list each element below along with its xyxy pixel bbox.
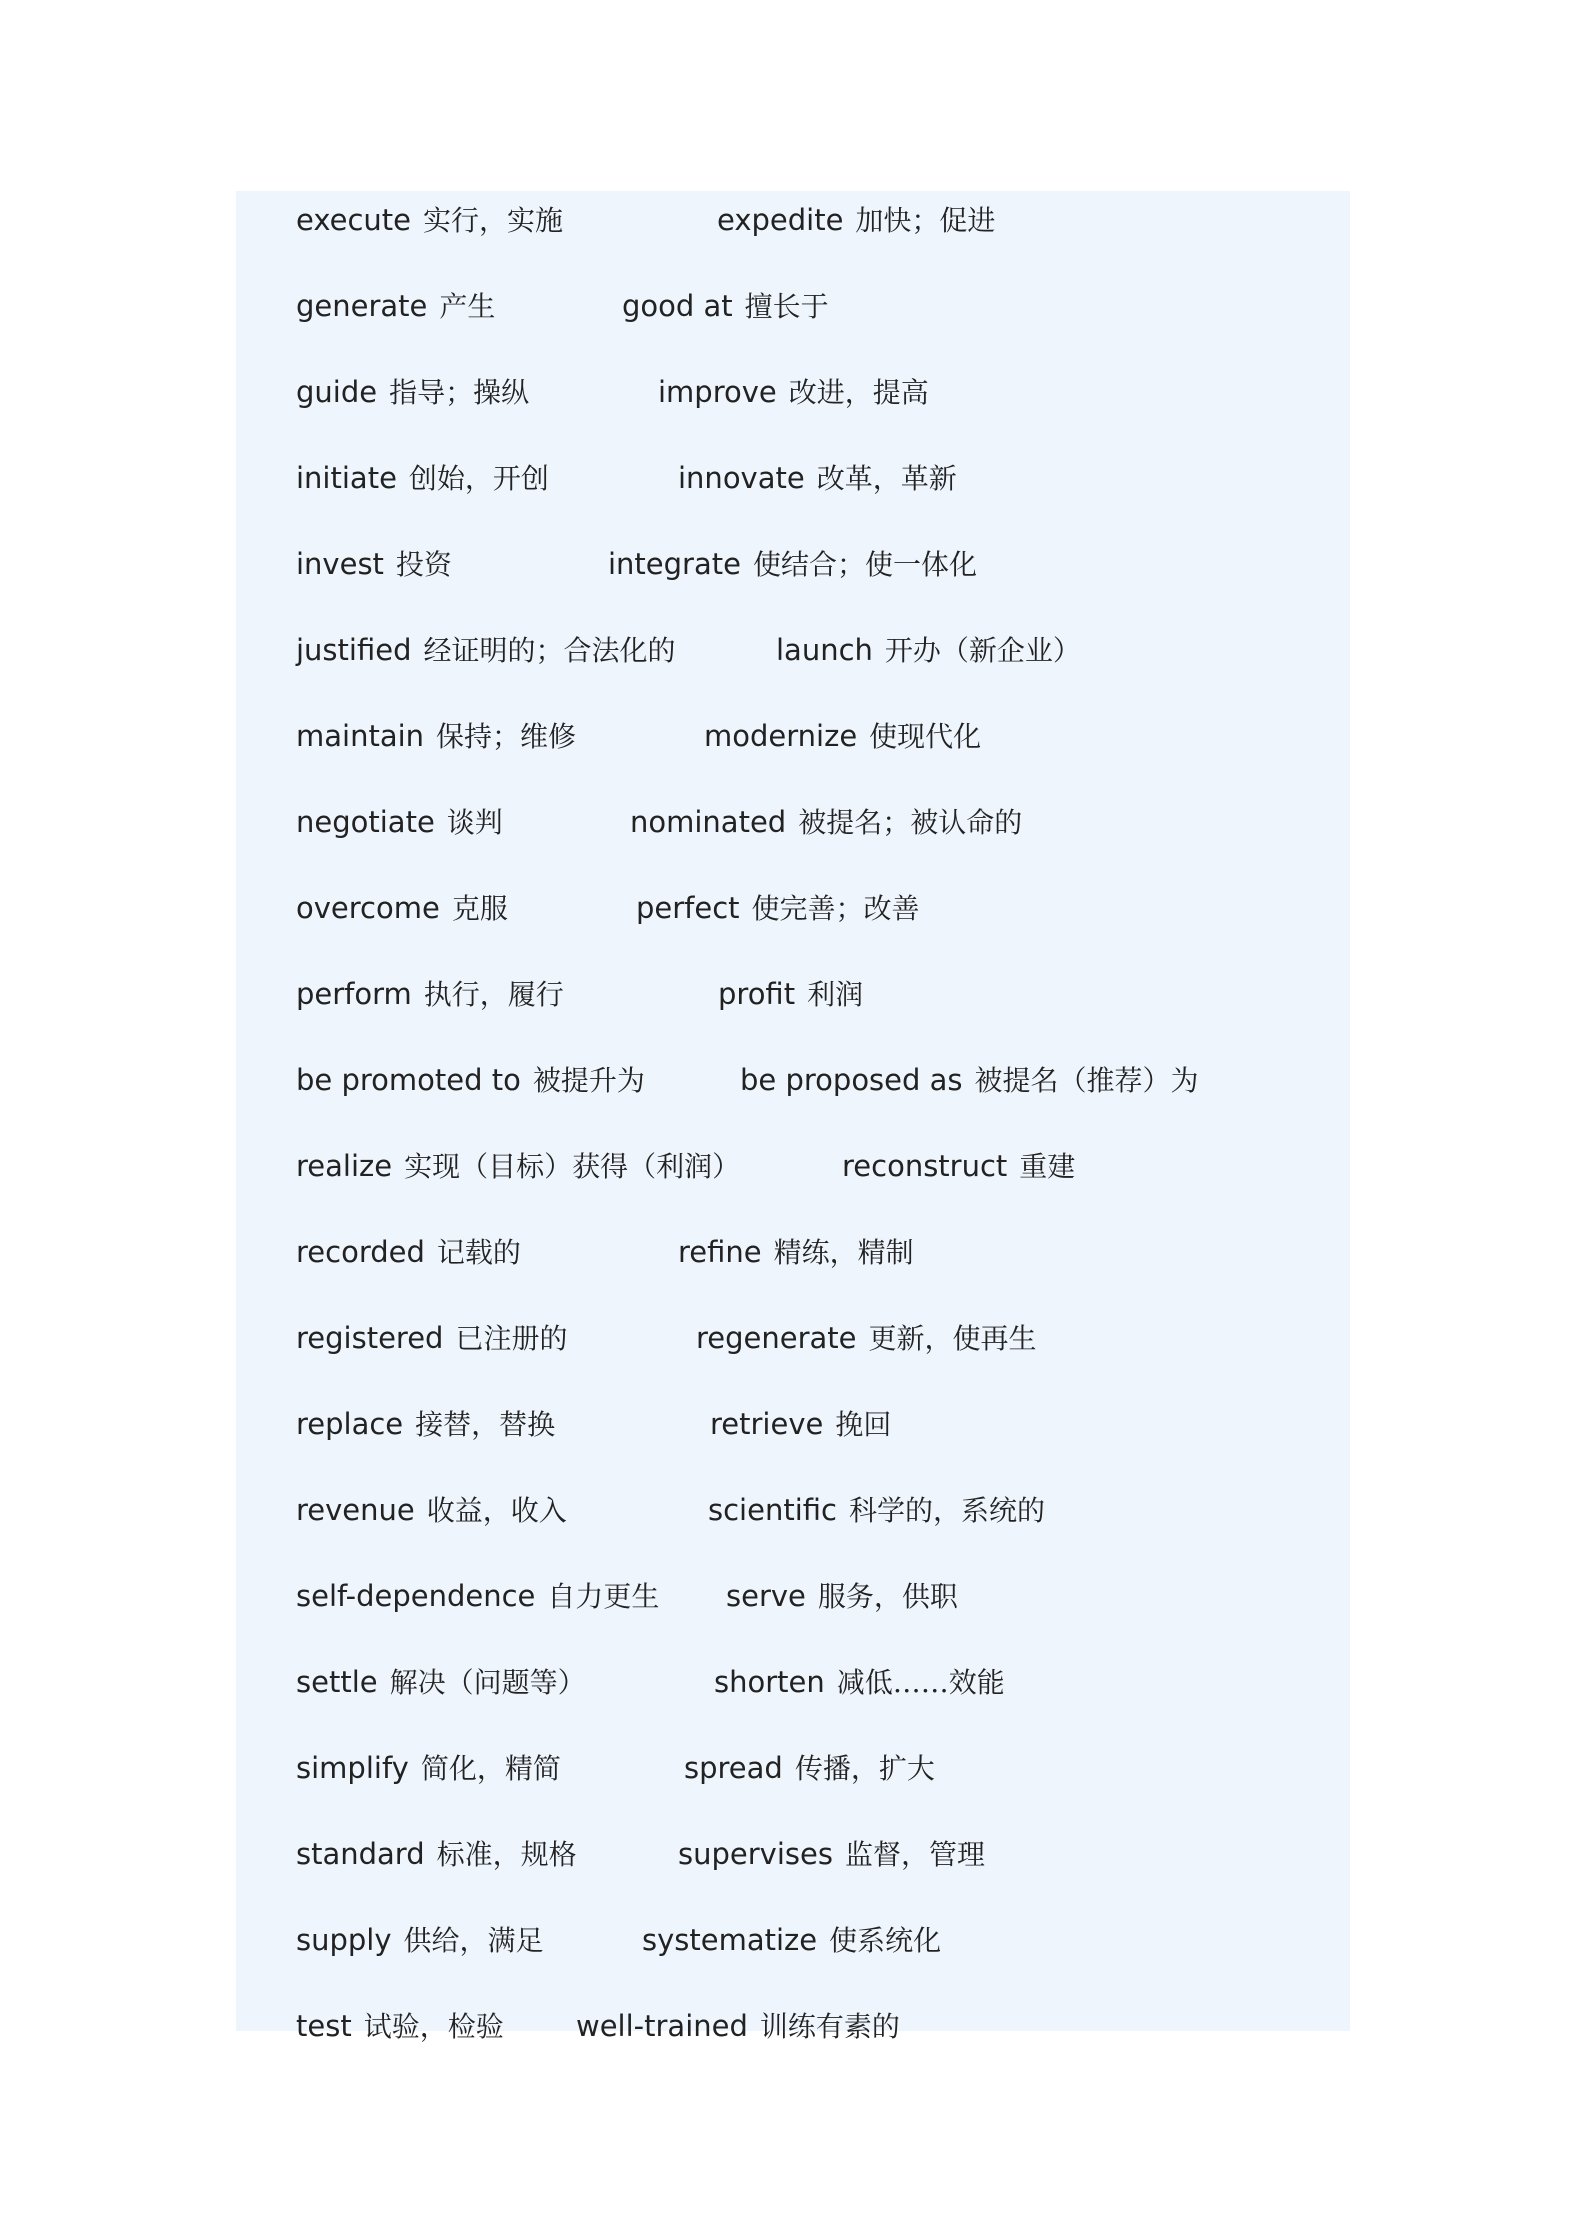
vocab-entry-left [296, 792, 503, 853]
vocab-meaning: 谈判 [446, 806, 503, 839]
vocab-word: maintain [296, 719, 425, 753]
vocab-entry-left [296, 706, 576, 767]
vocab-word: justified [296, 633, 412, 667]
vocab-entry-right [678, 1824, 985, 1885]
vocab-meaning: 实现（目标）获得（利润） [404, 1150, 741, 1183]
vocab-entry-right [608, 534, 977, 595]
vocab-row [296, 1566, 958, 1626]
vocab-entry-left [296, 362, 529, 423]
vocab-entry-left [296, 1566, 659, 1627]
vocab-word: overcome [296, 891, 440, 925]
vocab-word: invest [296, 547, 384, 581]
vocab-meaning: 改革，革新 [816, 462, 957, 495]
vocab-meaning: 使现代化 [869, 720, 982, 753]
vocab-word: standard [296, 1837, 425, 1871]
vocab-meaning: 挽回 [835, 1408, 892, 1441]
vocab-word: spread [684, 1751, 783, 1785]
vocab-entry-left [296, 1996, 504, 2057]
vocab-meaning: 保持；维修 [436, 720, 577, 753]
vocab-entry-right [642, 1910, 941, 1971]
vocab-meaning: 解决（问题等） [389, 1666, 586, 1699]
vocab-word: serve [726, 1579, 806, 1613]
vocab-entry-right [684, 1738, 935, 1799]
vocab-meaning: 使系统化 [829, 1924, 942, 1957]
vocab-word: regenerate [696, 1321, 857, 1355]
vocab-meaning: 改进，提高 [788, 376, 929, 409]
vocab-word: simplify [296, 1751, 409, 1785]
vocab-meaning: 训练有素的 [759, 2010, 900, 2043]
vocab-entry-right [717, 190, 995, 251]
vocab-word: improve [658, 375, 777, 409]
vocab-entry-left [296, 878, 508, 939]
vocab-row [296, 190, 996, 250]
vocab-meaning: 监督，管理 [844, 1838, 985, 1871]
vocab-word: profit [718, 977, 796, 1011]
vocab-meaning: 自力更生 [547, 1580, 660, 1613]
vocab-meaning: 服务，供职 [817, 1580, 958, 1613]
vocab-row [296, 620, 1081, 680]
vocab-entry-right [776, 620, 1081, 681]
vocab-entry-right [678, 448, 957, 509]
vocab-word: negotiate [296, 805, 435, 839]
vocab-row [296, 276, 829, 336]
vocab-entry-right [708, 1480, 1045, 1541]
vocab-meaning: 投资 [395, 548, 452, 581]
vocab-entry-left [296, 1824, 577, 1885]
vocab-entry-right [576, 1996, 900, 2057]
vocab-word: perform [296, 977, 412, 1011]
vocab-meaning: 使完善；改善 [751, 892, 920, 925]
vocab-word: retrieve [710, 1407, 824, 1441]
vocab-meaning: 减低……效能 [836, 1666, 1005, 1699]
vocab-row [296, 1996, 900, 2056]
vocab-meaning: 指导；操纵 [389, 376, 530, 409]
vocab-word: integrate [608, 547, 741, 581]
vocab-entry-left [296, 1308, 567, 1369]
vocab-meaning: 使结合；使一体化 [752, 548, 977, 581]
vocab-word: perfect [636, 891, 740, 925]
vocab-meaning: 已注册的 [455, 1322, 568, 1355]
vocab-row [296, 706, 982, 766]
vocab-word: generate [296, 289, 428, 323]
vocab-word: refine [678, 1235, 762, 1269]
vocab-meaning: 擅长于 [744, 290, 829, 323]
vocab-word: be promoted to [296, 1063, 521, 1097]
vocab-entry-right [726, 1566, 958, 1627]
vocab-meaning: 产生 [439, 290, 496, 323]
vocab-word: be proposed as [740, 1063, 963, 1097]
vocab-meaning: 被提名；被认命的 [798, 806, 1023, 839]
vocab-word: guide [296, 375, 378, 409]
vocab-entry-right [696, 1308, 1037, 1369]
vocab-word: modernize [704, 719, 858, 753]
vocab-word: realize [296, 1149, 393, 1183]
vocab-meaning: 实行，实施 [422, 204, 563, 237]
vocab-entry-right [678, 1222, 914, 1283]
vocab-row [296, 964, 864, 1024]
vocab-word: scientific [708, 1493, 837, 1527]
vocab-row [296, 1222, 914, 1282]
vocab-entry-right [658, 362, 929, 423]
vocab-meaning: 标准，规格 [436, 1838, 577, 1871]
vocab-row [296, 1480, 1045, 1540]
vocab-meaning: 收益，收入 [426, 1494, 567, 1527]
vocab-meaning: 简化，精简 [420, 1752, 561, 1785]
vocab-word: shorten [714, 1665, 825, 1699]
vocab-entry-left [296, 1910, 544, 1971]
vocab-meaning: 科学的，系统的 [848, 1494, 1045, 1527]
vocab-word: self-dependence [296, 1579, 536, 1613]
vocab-meaning: 记载的 [436, 1236, 521, 1269]
vocab-meaning: 被提名（推荐）为 [974, 1064, 1199, 1097]
vocab-entry-right [714, 1652, 1005, 1713]
vocab-meaning: 试验，检验 [363, 2010, 504, 2043]
vocab-meaning: 开办（新企业） [884, 634, 1081, 667]
vocab-meaning: 供给，满足 [403, 1924, 544, 1957]
vocab-word: innovate [678, 461, 805, 495]
vocab-word: revenue [296, 1493, 415, 1527]
vocab-row [296, 362, 929, 422]
vocab-meaning: 被提升为 [532, 1064, 645, 1097]
vocab-word: nominated [630, 805, 787, 839]
vocab-row [296, 1050, 1199, 1110]
vocab-entry-left [296, 964, 564, 1025]
vocab-word: well-trained [576, 2009, 748, 2043]
vocab-word: supervises [678, 1837, 833, 1871]
vocab-row [296, 448, 957, 508]
vocab-entry-right [842, 1136, 1075, 1197]
vocab-word: supply [296, 1923, 392, 1957]
vocab-word: registered [296, 1321, 444, 1355]
vocab-word: reconstruct [842, 1149, 1008, 1183]
vocab-entry-right [636, 878, 920, 939]
vocab-row [296, 1136, 1076, 1196]
vocab-meaning: 创始，开创 [408, 462, 549, 495]
vocab-row [296, 1824, 985, 1884]
vocab-word: systematize [642, 1923, 818, 1957]
vocab-word: recorded [296, 1235, 425, 1269]
vocab-word: initiate [296, 461, 397, 495]
vocab-entry-left [296, 620, 676, 681]
vocab-meaning: 更新，使再生 [868, 1322, 1037, 1355]
vocab-entry-left [296, 1394, 555, 1455]
vocab-word: settle [296, 1665, 378, 1699]
vocab-meaning: 执行，履行 [423, 978, 564, 1011]
vocab-entry-left [296, 1050, 645, 1111]
vocab-word: replace [296, 1407, 404, 1441]
vocab-meaning: 传播，扩大 [794, 1752, 935, 1785]
vocab-entry-left [296, 190, 563, 251]
vocab-word: execute [296, 203, 411, 237]
vocab-meaning: 重建 [1019, 1150, 1076, 1183]
vocab-entry-right [740, 1050, 1199, 1111]
vocab-entry-left [296, 1480, 567, 1541]
vocab-entry-right [710, 1394, 891, 1455]
vocab-entry-right [622, 276, 829, 337]
vocab-meaning: 利润 [807, 978, 864, 1011]
vocab-entry-left [296, 1652, 586, 1713]
vocab-row [296, 1652, 1005, 1712]
vocab-entry-right [718, 964, 863, 1025]
vocab-row [296, 792, 1023, 852]
vocab-row [296, 1910, 942, 1970]
vocab-meaning: 精练，精制 [773, 1236, 914, 1269]
vocab-meaning: 加快；促进 [855, 204, 996, 237]
vocab-entry-right [704, 706, 981, 767]
vocab-meaning: 克服 [451, 892, 508, 925]
vocab-meaning: 接替，替换 [415, 1408, 556, 1441]
vocab-word: good at [622, 289, 733, 323]
vocab-entry-left [296, 1136, 740, 1197]
vocab-entry-left [296, 1222, 521, 1283]
vocab-entry-left [296, 534, 452, 595]
vocab-row [296, 1394, 892, 1454]
vocab-row [296, 534, 977, 594]
vocab-entry-left [296, 1738, 561, 1799]
vocab-row [296, 1738, 935, 1798]
vocab-row [296, 1308, 1037, 1368]
vocab-entry-left [296, 448, 549, 509]
vocab-word: launch [776, 633, 873, 667]
vocab-entry-right [630, 792, 1022, 853]
vocab-word: expedite [717, 203, 844, 237]
vocab-word: test [296, 2009, 352, 2043]
vocab-row [296, 878, 920, 938]
vocab-meaning: 经证明的；合法化的 [423, 634, 676, 667]
vocab-entry-left [296, 276, 495, 337]
